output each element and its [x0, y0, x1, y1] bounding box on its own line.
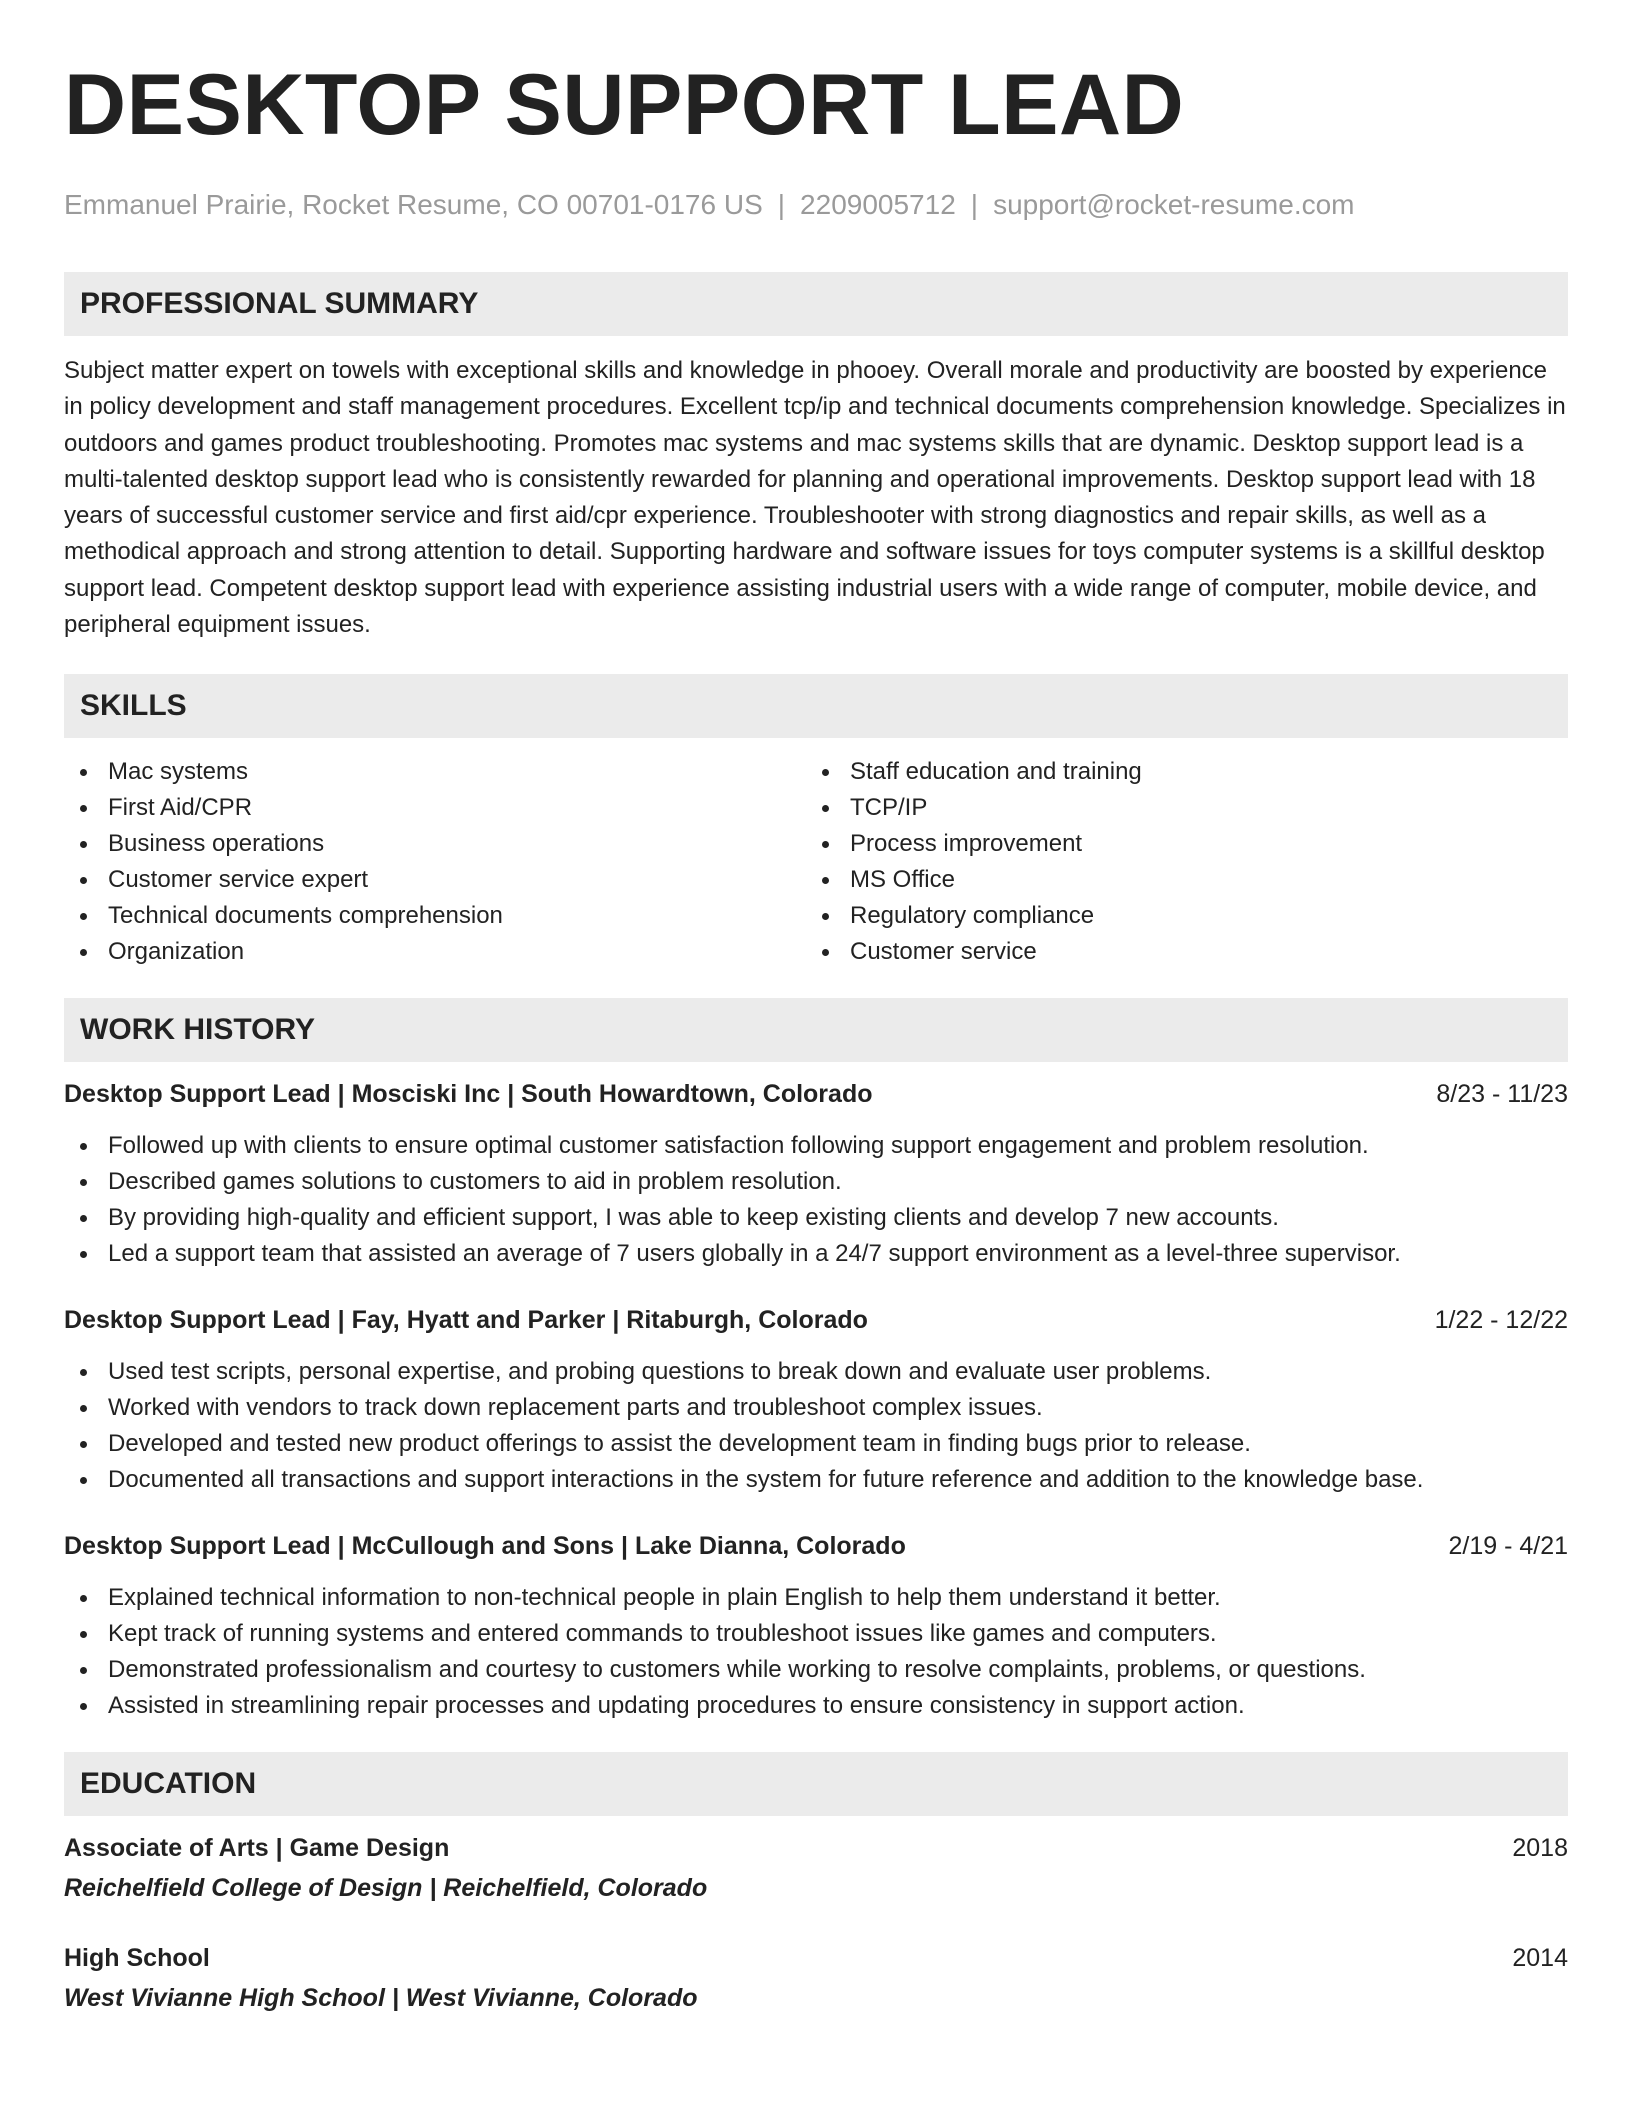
- section-header-professional-summary: PROFESSIONAL SUMMARY: [64, 272, 1568, 336]
- resume-page: [64, 57, 1568, 2016]
- job-bullet: Documented all transactions and support interactions in the system for future reference and addition to the knowledge base.: [64, 1462, 1568, 1498]
- education-school: West Vivianne High School | West Vivianne, Colorado: [64, 1984, 698, 2013]
- job-bullet: Used test scripts, personal expertise, and probing questions to break down and evaluate user problems.: [64, 1354, 1568, 1390]
- education-year: 2014: [1512, 1944, 1568, 1973]
- resume-title: DESKTOP SUPPORT LEAD: [64, 57, 1185, 153]
- education-degree: High School: [64, 1944, 210, 1973]
- contact-phone: 2209005712: [800, 189, 956, 220]
- job-bullet: Worked with vendors to track down replacement parts and troubleshoot complex issues.: [64, 1390, 1568, 1426]
- contact-separator: |: [777, 189, 786, 220]
- job-bullet: Assisted in streamlining repair processes and updating procedures to ensure consistency in support action.: [64, 1688, 1568, 1724]
- skill-item: Staff education and training: [806, 754, 1548, 790]
- job-heading: [64, 1302, 1568, 1338]
- skill-item: MS Office: [806, 862, 1548, 898]
- job-bullets: [64, 1580, 1568, 1724]
- job-bullet: Kept track of running systems and entered commands to troubleshoot issues like games and computers.: [64, 1616, 1568, 1652]
- job-dates: 2/19 - 4/21: [1448, 1532, 1568, 1561]
- job-entry: [64, 1302, 1568, 1498]
- job-title: Desktop Support Lead | Mosciski Inc | South Howardtown, Colorado: [64, 1080, 873, 1109]
- education-heading: [64, 1940, 1568, 1976]
- job-bullet: By providing high-quality and efficient support, I was able to keep existing clients and develop 7 new accounts.: [64, 1200, 1568, 1236]
- job-bullets: [64, 1128, 1568, 1272]
- professional-summary-text: Subject matter expert on towels with exceptional skills and knowledge in phooey. Overall morale and productivity are boosted by experience in policy development and staff management procedures. Excellent tcp/ip and technical documents comprehension knowledge. Specializes in outdoors and games product troubleshooting. Promotes mac systems and mac systems skills that are dynamic. Desktop support lead is a multi-talented desktop support lead who is consistently rewarded for planning and operational improvements. Desktop support lead with 18 years of successful customer service and first aid/cpr experience. Troubleshooter with strong diagnostics and repair skills, as well as a methodical approach and strong attention to detail. Supporting hardware and software issues for toys computer systems is a skillful desktop support lead. Competent desktop support lead with experience assisting industrial users with a wide range of computer, mobile device, and peripheral equipment issues.: [64, 357, 1566, 639]
- section-header-work-history: WORK HISTORY: [64, 998, 1568, 1062]
- education-school: Reichelfield College of Design | Reichelfield, Colorado: [64, 1874, 708, 1903]
- section-header-skills: SKILLS: [64, 674, 1568, 738]
- job-bullet: Led a support team that assisted an average of 7 users globally in a 24/7 support environment as a level-three supervisor.: [64, 1236, 1568, 1272]
- job-bullets: [64, 1354, 1568, 1498]
- skill-item: TCP/IP: [806, 790, 1548, 826]
- contact-line: [64, 188, 1568, 222]
- education-year: 2018: [1512, 1834, 1568, 1863]
- section-header-education: EDUCATION: [64, 1752, 1568, 1816]
- skill-item: Process improvement: [806, 826, 1548, 862]
- job-bullet: Explained technical information to non-technical people in plain English to help them understand it better.: [64, 1580, 1568, 1616]
- skill-item: Regulatory compliance: [806, 898, 1548, 934]
- skill-item: First Aid/CPR: [64, 790, 806, 826]
- skill-item: Business operations: [64, 826, 806, 862]
- skills-column-left: [64, 754, 806, 970]
- skill-item: Customer service: [806, 934, 1548, 970]
- skill-item: Organization: [64, 934, 806, 970]
- job-entry: [64, 1076, 1568, 1272]
- skill-item: Mac systems: [64, 754, 806, 790]
- job-title: Desktop Support Lead | Fay, Hyatt and Parker | Ritaburgh, Colorado: [64, 1306, 868, 1335]
- job-heading: [64, 1528, 1568, 1564]
- job-title: Desktop Support Lead | McCullough and Sons | Lake Dianna, Colorado: [64, 1532, 906, 1561]
- contact-separator: |: [970, 189, 979, 220]
- contact-email: support@rocket-resume.com: [993, 189, 1355, 220]
- job-bullet: Described games solutions to customers to aid in problem resolution.: [64, 1164, 1568, 1200]
- contact-address: Emmanuel Prairie, Rocket Resume, CO 00701-0176 US: [64, 189, 763, 220]
- education-heading: [64, 1830, 1568, 1866]
- skills-grid: [64, 754, 1568, 970]
- job-bullet: Demonstrated professionalism and courtesy to customers while working to resolve complaints, problems, or questions.: [64, 1652, 1568, 1688]
- skill-item: Technical documents comprehension: [64, 898, 806, 934]
- education-entry: [64, 1830, 1568, 1906]
- education-degree: Associate of Arts | Game Design: [64, 1834, 450, 1863]
- skill-item: Customer service expert: [64, 862, 806, 898]
- job-bullet: Developed and tested new product offerings to assist the development team in finding bugs prior to release.: [64, 1426, 1568, 1462]
- job-heading: [64, 1076, 1568, 1112]
- education-entry: [64, 1940, 1568, 2016]
- job-dates: 1/22 - 12/22: [1434, 1306, 1568, 1335]
- job-dates: 8/23 - 11/23: [1436, 1080, 1568, 1109]
- job-bullet: Followed up with clients to ensure optimal customer satisfaction following support engagement and problem resolution.: [64, 1128, 1568, 1164]
- job-entry: [64, 1528, 1568, 1724]
- skills-column-right: [806, 754, 1548, 970]
